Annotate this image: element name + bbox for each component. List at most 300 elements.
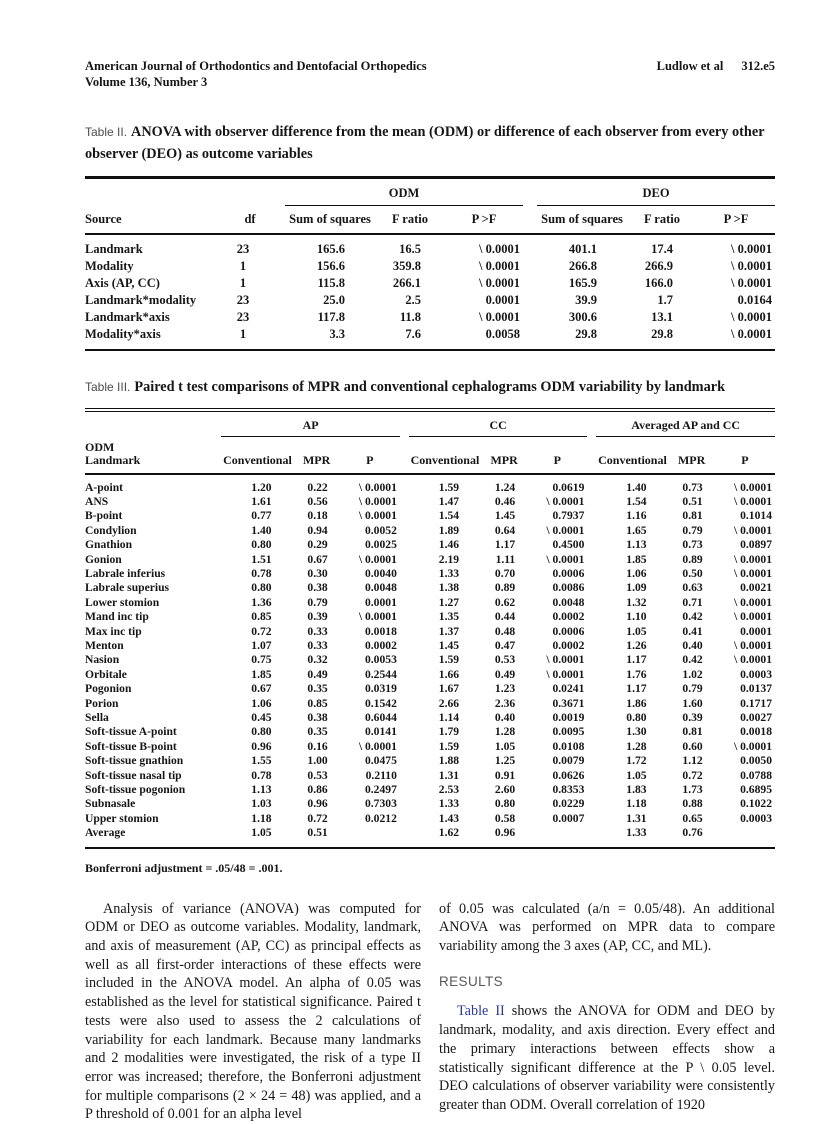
spacer: [587, 567, 596, 581]
cell: \ 0.0001: [731, 310, 772, 324]
cell: Condylion: [85, 523, 137, 537]
spacer: [400, 783, 409, 797]
spacer: [400, 668, 409, 682]
cell: 1.05: [626, 624, 647, 638]
cell: Modality: [85, 259, 134, 273]
cell: Soft-tissue pogonion: [85, 783, 186, 797]
table-row: [85, 258, 775, 275]
col-avg-p: P: [715, 437, 775, 474]
cell: 0.77: [251, 509, 272, 523]
cell: 0.6044: [364, 711, 397, 724]
cell: 1.31: [438, 768, 460, 782]
cell: 1.17: [626, 653, 647, 667]
cell: \ 0.0001: [733, 610, 772, 624]
cell: 0.46: [494, 494, 516, 508]
cell: 1.33: [438, 797, 460, 811]
cell: 1.51: [251, 552, 272, 566]
cell: \ 0.0001: [733, 566, 772, 580]
cell: 0.50: [682, 566, 703, 580]
cell: 1.17: [494, 538, 516, 552]
spacer: [587, 495, 596, 509]
table-row: [85, 553, 775, 567]
spacer: [400, 740, 409, 754]
cell: 1.17: [626, 682, 647, 696]
cell: [715, 826, 775, 847]
cell: \ 0.0001: [733, 595, 772, 609]
cell: 0.80: [251, 581, 272, 595]
spacer: [275, 309, 285, 326]
cell: 0.0002: [552, 638, 585, 652]
odm-group-header: ODM: [285, 178, 523, 206]
table-row: [85, 769, 775, 783]
cell: 1.85: [251, 667, 272, 681]
table-row: [85, 567, 775, 581]
cell: 0.7303: [364, 797, 397, 811]
cell: 0.0086: [552, 581, 585, 595]
table-row: [85, 495, 775, 509]
spacer: [275, 258, 285, 275]
cell: 1.11: [495, 552, 516, 566]
cell: 1.55: [251, 754, 272, 768]
spacer: [400, 697, 409, 711]
cell: 2.60: [494, 783, 516, 797]
col-ap-conventional: Conventional: [221, 437, 293, 474]
cell: 1.14: [438, 711, 460, 724]
col-cc-conventional: Conventional: [409, 437, 481, 474]
cell: 0.51: [682, 494, 703, 508]
table3-footnote: Bonferroni adjustment = .05/48 = .001.: [85, 860, 283, 875]
table-row: [85, 474, 775, 495]
cell: 1.54: [438, 509, 460, 523]
col-deo-ss: Sum of squares: [537, 206, 627, 235]
cell: 0.35: [307, 725, 328, 739]
cell: \ 0.0001: [731, 242, 772, 256]
cell: 1.47: [438, 494, 460, 508]
cell: 1.45: [438, 638, 460, 652]
cell: 0.53: [494, 653, 516, 667]
table2-caption-text: ANOVA with observer difference from the mean (ODM) or difference of each observer from every other observer (DEO) as outcome variables: [85, 124, 765, 162]
spacer: [275, 292, 285, 309]
cell: \ 0.0001: [358, 480, 397, 494]
table-row: [85, 682, 775, 696]
cell: Max inc tip: [85, 624, 142, 638]
paired-ttest-table: [85, 408, 775, 849]
page-content: [85, 0, 775, 1124]
paragraph-anova-methods: Analysis of variance (ANOVA) was computed for ODM or DEO as outcome variables. Modality, landmark, and axis of measurement (AP, CC) as principal effects as well as all first-order interactions of these effects were included in the ANOVA model. An alpha of 0.05 was established as the level for statistical significance. Paired t tests were also used to assess the 2 calculations of variability for each landmark. Because many landmarks and 2 modalities were investigated, the risk of a type II error was increased; therefore, the Bonferroni adjustment for multiple comparisons (2 × 24 = 48) was applied, and a P threshold of 0.001 for an alpha level: [85, 900, 421, 1123]
cell: Sella: [85, 711, 109, 724]
cell: 0.0001: [485, 293, 520, 307]
cell: 0.0048: [364, 581, 397, 595]
cell: 0.51: [307, 826, 328, 840]
cell: 0.86: [307, 783, 328, 797]
spacer: [400, 524, 409, 538]
cell: 16.5: [399, 242, 421, 256]
cell: 1.66: [438, 667, 460, 681]
cell: 1.16: [626, 509, 647, 523]
cell: 0.0229: [552, 797, 585, 811]
cell: 0.89: [494, 581, 516, 595]
cell: 39.9: [575, 293, 597, 307]
cell: \ 0.0001: [479, 242, 520, 256]
spacer: [275, 206, 285, 235]
cell: 0.70: [494, 566, 516, 580]
cell: 0.0475: [364, 754, 397, 768]
cell: Gnathion: [85, 538, 133, 552]
cell: 1.60: [682, 696, 703, 710]
spacer: [275, 326, 285, 350]
cell: 0.0018: [740, 725, 772, 739]
spacer: [587, 697, 596, 711]
cell: 11.8: [399, 310, 421, 324]
cell: 0.1542: [364, 696, 397, 710]
cell: 1.59: [438, 653, 460, 667]
results-heading: RESULTS: [439, 973, 504, 989]
cell: 0.0079: [552, 754, 585, 768]
cell: 0.67: [307, 552, 328, 566]
running-authors: Ludlow et al: [656, 59, 724, 73]
cell: \ 0.0001: [733, 638, 772, 652]
cell: 1.61: [251, 494, 272, 508]
cell: Mand inc tip: [85, 610, 149, 624]
cell: Labrale inferius: [85, 566, 166, 580]
cell: 1.59: [438, 480, 460, 494]
table3-caption-text: Paired t test comparisons of MPR and conventional cephalograms ODM variability by landmark: [134, 379, 726, 395]
cell: 0.81: [682, 509, 703, 523]
cell: 0.96: [251, 739, 272, 753]
cell: 7.6: [405, 327, 421, 341]
cell: \ 0.0001: [733, 523, 772, 537]
cell: Soft-tissue B-point: [85, 739, 177, 753]
spacer: [587, 596, 596, 610]
cell: 1.33: [438, 566, 460, 580]
cell: 1.73: [682, 783, 703, 797]
cell: 1.62: [438, 826, 460, 840]
deo-group-header: DEO: [537, 178, 775, 206]
table-row: [85, 797, 775, 811]
cell: 0.0021: [740, 581, 772, 595]
cell: 1.12: [682, 754, 703, 768]
cell: 0.38: [307, 581, 328, 595]
spacer: [400, 509, 409, 523]
cell: 1.06: [251, 696, 272, 710]
cell: 156.6: [316, 259, 345, 273]
cell: 2.53: [438, 783, 460, 797]
spacer: [587, 653, 596, 667]
table3-label: Table III.: [85, 380, 131, 394]
cell: Menton: [85, 638, 124, 652]
cell: 0.30: [307, 566, 328, 580]
spacer: [275, 234, 285, 258]
col-df: df: [225, 206, 275, 235]
cell: 0.0788: [740, 768, 772, 782]
table-row: [85, 275, 775, 292]
spacer: [400, 553, 409, 567]
cell: 0.0025: [364, 538, 397, 552]
cell: 0.0626: [552, 768, 585, 782]
cell: 1.33: [626, 826, 647, 840]
spacer: [400, 769, 409, 783]
spacer: [587, 682, 596, 696]
spacer: [400, 639, 409, 653]
cell: 0.0137: [740, 682, 772, 696]
spacer: [400, 610, 409, 624]
cell: 0.72: [307, 811, 328, 825]
cell: Lower stomion: [85, 595, 160, 609]
right-column: [439, 900, 775, 1124]
cell: 1.67: [438, 682, 460, 696]
cell: 0.89: [682, 552, 703, 566]
cell: 1.40: [626, 480, 647, 494]
cell: \ 0.0001: [731, 259, 772, 273]
cell: 0.1717: [740, 696, 772, 710]
spacer: [587, 474, 596, 495]
volume-number: Volume 136, Number 3: [85, 75, 208, 89]
cell: \ 0.0001: [731, 327, 772, 341]
page-number: 312.e5: [741, 59, 775, 73]
cell: Average: [85, 826, 126, 840]
cell: 0.2110: [365, 768, 397, 782]
cell: 0.0001: [364, 595, 397, 609]
cell: Nasion: [85, 653, 120, 667]
cell: 0.33: [307, 638, 328, 652]
cell: 0.0048: [552, 595, 585, 609]
cell: 1.20: [251, 480, 272, 494]
cell: \ 0.0001: [546, 494, 585, 508]
cell: 0.72: [251, 624, 272, 638]
cell: 0.76: [682, 826, 703, 840]
cell: \ 0.0001: [731, 276, 772, 290]
cell: \ 0.0001: [546, 552, 585, 566]
cell: 1.72: [626, 754, 647, 768]
running-header: [85, 58, 775, 90]
col-cc-mpr: MPR: [481, 437, 527, 474]
cell: 17.4: [651, 242, 673, 256]
spacer: [523, 258, 537, 275]
cell: 300.6: [568, 310, 597, 324]
cell: 0.0040: [364, 566, 397, 580]
cell: 0.96: [494, 826, 516, 840]
cell: \ 0.0001: [546, 523, 585, 537]
cell: 266.1: [392, 276, 421, 290]
cell: 23: [236, 242, 250, 256]
cell: 0.39: [682, 711, 703, 724]
spacer: [400, 711, 409, 725]
cell: 1.30: [626, 725, 647, 739]
col-avg-conventional: Conventional: [596, 437, 668, 474]
spacer: [85, 178, 275, 206]
cell: Soft-tissue gnathion: [85, 754, 184, 768]
cell: 0.8353: [552, 783, 585, 797]
cell: 1.46: [438, 538, 460, 552]
cc-group-header: CC: [409, 410, 587, 437]
cell: 0.0027: [740, 711, 772, 724]
spacer: [523, 178, 537, 206]
cell: 0.6895: [740, 783, 772, 797]
spacer: [400, 410, 409, 437]
cell: 0.18: [307, 509, 328, 523]
table-row: [85, 783, 775, 797]
cell: Pogonion: [85, 682, 132, 696]
cell: 25.0: [323, 293, 345, 307]
table-row: [85, 639, 775, 653]
cell: 0.16: [307, 739, 328, 753]
cell: 0.73: [682, 538, 703, 552]
cell: 1.7: [657, 293, 673, 307]
cell: 1.24: [494, 480, 516, 494]
col-deo-f: F ratio: [627, 206, 697, 235]
table3-caption: [85, 376, 775, 398]
cell: 0.65: [682, 811, 703, 825]
col-avg-mpr: MPR: [669, 437, 715, 474]
cell: 1.32: [626, 595, 647, 609]
table-row: [85, 538, 775, 552]
cell: 0.58: [494, 811, 516, 825]
spacer: [85, 410, 221, 437]
cell: \ 0.0001: [358, 494, 397, 508]
cell: 1.43: [438, 811, 460, 825]
cell: 0.7937: [552, 509, 585, 523]
cell: 13.1: [651, 310, 673, 324]
cell: 0.80: [251, 725, 272, 739]
cell: 1.27: [438, 595, 460, 609]
cell: Porion: [85, 696, 119, 710]
cell: 1.18: [626, 797, 647, 811]
spacer: [587, 538, 596, 552]
cell: 1.06: [626, 566, 647, 580]
cell: 0.0241: [552, 682, 585, 696]
running-head-right: [657, 58, 775, 74]
spacer: [523, 206, 537, 235]
spacer: [587, 740, 596, 754]
cell: 0.80: [494, 797, 516, 811]
cell: 1.10: [626, 610, 647, 624]
spacer: [400, 797, 409, 811]
cell: 0.0018: [364, 624, 397, 638]
cell: 0.0619: [552, 480, 585, 494]
cell: 0.0053: [364, 653, 397, 667]
spacer: [587, 668, 596, 682]
spacer: [587, 524, 596, 538]
table-row: [85, 309, 775, 326]
cell: 0.85: [307, 696, 328, 710]
table-row: [85, 326, 775, 350]
cell: 0.80: [626, 711, 647, 724]
cell: 0.1014: [740, 509, 772, 523]
cell: 0.0141: [364, 725, 397, 739]
cell: 23: [236, 310, 250, 324]
column-header-row: [85, 437, 775, 474]
spacer: [400, 754, 409, 768]
cell: 0.0095: [552, 725, 585, 739]
spacer: [587, 625, 596, 639]
spacer: [523, 292, 537, 309]
cell: Landmark*modality: [85, 293, 197, 307]
col-odm-p: P >F: [445, 206, 523, 235]
cell: 1.09: [626, 581, 647, 595]
cell: 0.79: [682, 682, 703, 696]
spacer: [400, 826, 409, 847]
cell: 1.18: [251, 811, 272, 825]
cell: 0.0002: [364, 638, 397, 652]
cell: 0.60: [682, 739, 703, 753]
cell: 1.07: [251, 638, 272, 652]
cell: \ 0.0001: [358, 509, 397, 523]
spacer: [587, 711, 596, 725]
cell: 0.79: [307, 595, 328, 609]
table-row: [85, 711, 775, 725]
cell: 0.91: [494, 768, 516, 782]
cell: 0.33: [307, 624, 328, 638]
cell: 0.0007: [552, 811, 585, 825]
journal-info: [85, 58, 427, 90]
cell: \ 0.0001: [546, 667, 585, 681]
col-cc-p: P: [527, 437, 587, 474]
spacer: [587, 610, 596, 624]
cell: ANS: [85, 494, 109, 508]
spacer: [587, 639, 596, 653]
cell: 1.59: [438, 739, 460, 753]
spacer: [275, 178, 285, 206]
cell: Orbitale: [85, 667, 127, 681]
cell: 2.19: [438, 552, 460, 566]
cell: Axis (AP, CC): [85, 276, 160, 290]
cell: 0.73: [682, 480, 703, 494]
col-ap-p: P: [340, 437, 400, 474]
cell: 0.49: [494, 667, 516, 681]
cell: A-point: [85, 480, 124, 494]
cell: 0.75: [251, 653, 272, 667]
cell: 0.0052: [364, 523, 397, 537]
table-row: [85, 826, 775, 847]
paragraph-alpha-continued: of 0.05 was calculated (a/n = 0.05/48). An additional ANOVA was performed on MPR data to compare variability among the 3 axes (AP, CC, and ML).: [439, 900, 775, 955]
cell: 1.88: [438, 754, 460, 768]
cell: 1.40: [251, 523, 272, 537]
cell: Upper stomion: [85, 811, 159, 825]
cell: 0.48: [494, 624, 516, 638]
cell: \ 0.0001: [733, 480, 772, 494]
cell: 0.38: [307, 711, 328, 724]
cell: 0.0108: [552, 739, 585, 753]
cell: [340, 826, 400, 847]
cell: 0.0002: [552, 610, 585, 624]
cell: 0.0006: [552, 624, 585, 638]
cell: 1.65: [626, 523, 647, 537]
cell: 0.3671: [552, 696, 585, 710]
table-row: [85, 668, 775, 682]
table2-crossref-link[interactable]: Table II: [457, 1003, 505, 1020]
cell: 0.41: [682, 624, 703, 638]
avg-group-header: Averaged AP and CC: [596, 410, 775, 437]
spacer: [523, 326, 537, 350]
cell: 1.76: [626, 667, 647, 681]
cell: \ 0.0001: [479, 259, 520, 273]
spacer: [587, 797, 596, 811]
cell: 1: [239, 276, 247, 290]
cell: 1.03: [251, 797, 272, 811]
cell: 1.83: [626, 783, 647, 797]
col-deo-p: P >F: [697, 206, 775, 235]
cell: 0.44: [494, 610, 516, 624]
table-row: [85, 610, 775, 624]
col-source: Source: [85, 206, 225, 235]
cell: 115.8: [317, 276, 345, 290]
cell: 1.05: [626, 768, 647, 782]
cell: 29.8: [575, 327, 597, 341]
spacer: [400, 495, 409, 509]
cell: 0.81: [682, 725, 703, 739]
cell: Modality*axis: [85, 327, 161, 341]
cell: \ 0.0001: [358, 552, 397, 566]
